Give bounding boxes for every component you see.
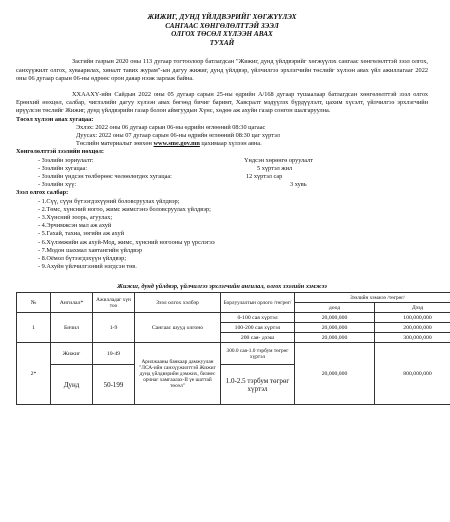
- sector-item: - 9.Ахуйн үйлчилгээний нэгдсэн төв.: [38, 263, 137, 271]
- table-row: 2* Жижиг 10-49 Арилжааны банкаар дамжуулан "ЛСА-ийн санхүүжилттэй Жижиг дунд үйлдвэрийн дэмжих, бизнес орчнаг хамгаалах-II үе шаттай төсөл" 300.0 сая-1.0 тэрбум төгрөг хүртэл 20,000,000 800,000,000: [17, 343, 450, 365]
- sme-website-link[interactable]: www.sme.gov.mn: [153, 140, 200, 148]
- ministry-paragraph: ХХААХҮ-ийн Сайдын 2022 оны 05 дугаар сарын 25-ны өдрийн А/168 дугаар тушаалаар батлагдсан хөнгөлөлттэй зээл олгох Ерөнхий нөхцөл, салбар, чиглэлийн дагуу хүлээн авах бөгөөд бичиг баримт, Хавсралт мэдүүлэх бүрдүүлэлт, цахим хүсэлт, үйлчилгээ эрхлэгчийн ирүүлсэн төслийг Жижиг, дунд үйлдвэрийн газар болон аймгуудын Хүнс, хөдөө аж ахуйн газар сонгон шалгаруулна.: [16, 90, 428, 115]
- loan-terms-heading: Хөнгөлөлттэй зээлийн нөхцөл:: [16, 148, 104, 156]
- loan-term-row: - Зээлийн үндсэн төлбөрөөс чөлөөлөгдөх хугацаа: 12 хүртэл сар: [38, 173, 283, 181]
- materials-suffix: цахимаар хүлээн авна.: [199, 140, 262, 148]
- submission-materials: [16, 140, 428, 148]
- sector-item: - 3.Хүнсний зоорь, агуулах;: [38, 214, 113, 222]
- title-line-1: ЖИЖИГ, ДУНД ҮЙЛДВЭРИЙГ ХӨГЖҮҮЛЭХ: [147, 13, 297, 21]
- sector-item: - 6.Хүлэмжийн аж ахуй-Мод, жимс, хүнсний ногооны үр үрслэгээ: [38, 238, 215, 246]
- intro-paragraph: Засгийн газрын 2020 оны 113 дугаар тогтоолоор батлагдсан "Жижиг, дунд үйлдвэрийг хөгжүүлэх сангаас хөнгөлөлттэй зээл олгох, санхүүжилт олгох, хуваарилах, хяналт тавих журам"-ын дагуу жижиг, дунд үйлдвэр, үйлчилгээ эрхлэгчийн төслийг хүлээн авах үйл ажиллагааг 2022 оны 06 дугаар сарын 06-ны өдрөөс орон даяар нээж зарлаж байна.: [16, 58, 428, 82]
- header-max: Дээд: [375, 303, 450, 313]
- loan-sectors-heading: Зээл олгох салбар:: [16, 189, 69, 197]
- sector-item: - 2.Төмс, хүнсний ногоо, жимс жимсгэнэ боловсруулах үйлдвэр;: [38, 205, 211, 213]
- sector-item: - 4.Эрчимжсэн мал аж ахуй: [38, 222, 112, 230]
- header-category: Ангилал*: [51, 293, 93, 313]
- submission-period-heading: Төсөл хүлээн авах хугацаа:: [16, 115, 94, 123]
- loan-term-row: - Зээлийн хүү: 3 хувь: [38, 181, 307, 189]
- table-row: 200 сая- дээш 20,000,000 300,000,000: [17, 333, 450, 343]
- header-min: доод: [295, 303, 375, 313]
- header-employees: Ажилладаг хүн тоо: [93, 293, 135, 313]
- header-loan-amount: Зээлийн хэмжээ /төгрөг/: [295, 293, 450, 303]
- sector-item: - 5.Гахай, тахиа, зөгийн аж ахуй: [38, 230, 124, 238]
- table-row: Дунд 50-199 1.0-2.5 тэрбум төгрөг хүртэл: [17, 365, 450, 405]
- title-line-3: ОЛГОХ ТӨСӨЛ ХҮЛЭЭН АВАХ: [171, 30, 273, 39]
- loan-term-row: - Зээлийн хугацаа: 5 хүртэл жил: [38, 164, 293, 172]
- submission-end: Дуусах: 2022 оны 07 дугаар сарын 06-ны өдрийн өглөөний 08:30 цаг хүртэл: [76, 132, 280, 139]
- table-row: 1 Бичил 1-9 Сангаас шууд олгоно 0-100 сая хүртэл 20,000,000 100,000,000: [17, 313, 450, 323]
- table-row: 100-200 сая хүртэл 20,000,000 200,000,000: [17, 323, 450, 333]
- sector-item: - 8.Оёмол бүтээгдэхүүн үйлдвэр;: [38, 255, 127, 263]
- sector-item: - 1.Сүү, сүүн бүтээгдэхүүний боловсруулах үйлдвэр;: [38, 197, 180, 205]
- title-line-2: САНГААС ХӨНГӨЛӨЛТТЭЙ ЗЭЭЛ: [165, 21, 279, 30]
- loan-term-row: - Зээлийн зориулалт: Үндсэн хөрөнгө оруулалт: [38, 156, 314, 164]
- document-title: [16, 0, 428, 47]
- header-revenue: Борлуулалтын орлого /төгрөг/: [221, 293, 295, 313]
- table-caption: Жижиг, дунд үйлдвэр, үйлчилгээ эрхлэгчийн ангилал, олгох зээлийн хэмжээ: [117, 283, 327, 291]
- submission-start: Эхлэх: 2022 оны 06 дугаар сарын 06-ны өдрийн өглөөний 08:30 цагаас: [76, 123, 266, 131]
- title-line-4: ТУХАЙ: [209, 38, 235, 47]
- sector-item: - 7.Модон шахмал хавтангийн үйлдвэр: [38, 246, 143, 254]
- loan-classification-table: [16, 292, 450, 405]
- materials-prefix: Төслийн материалыг зөвхөн: [76, 140, 154, 148]
- header-applicant: Зээл олгох хэлбэр: [135, 293, 221, 313]
- header-num: №: [17, 293, 51, 313]
